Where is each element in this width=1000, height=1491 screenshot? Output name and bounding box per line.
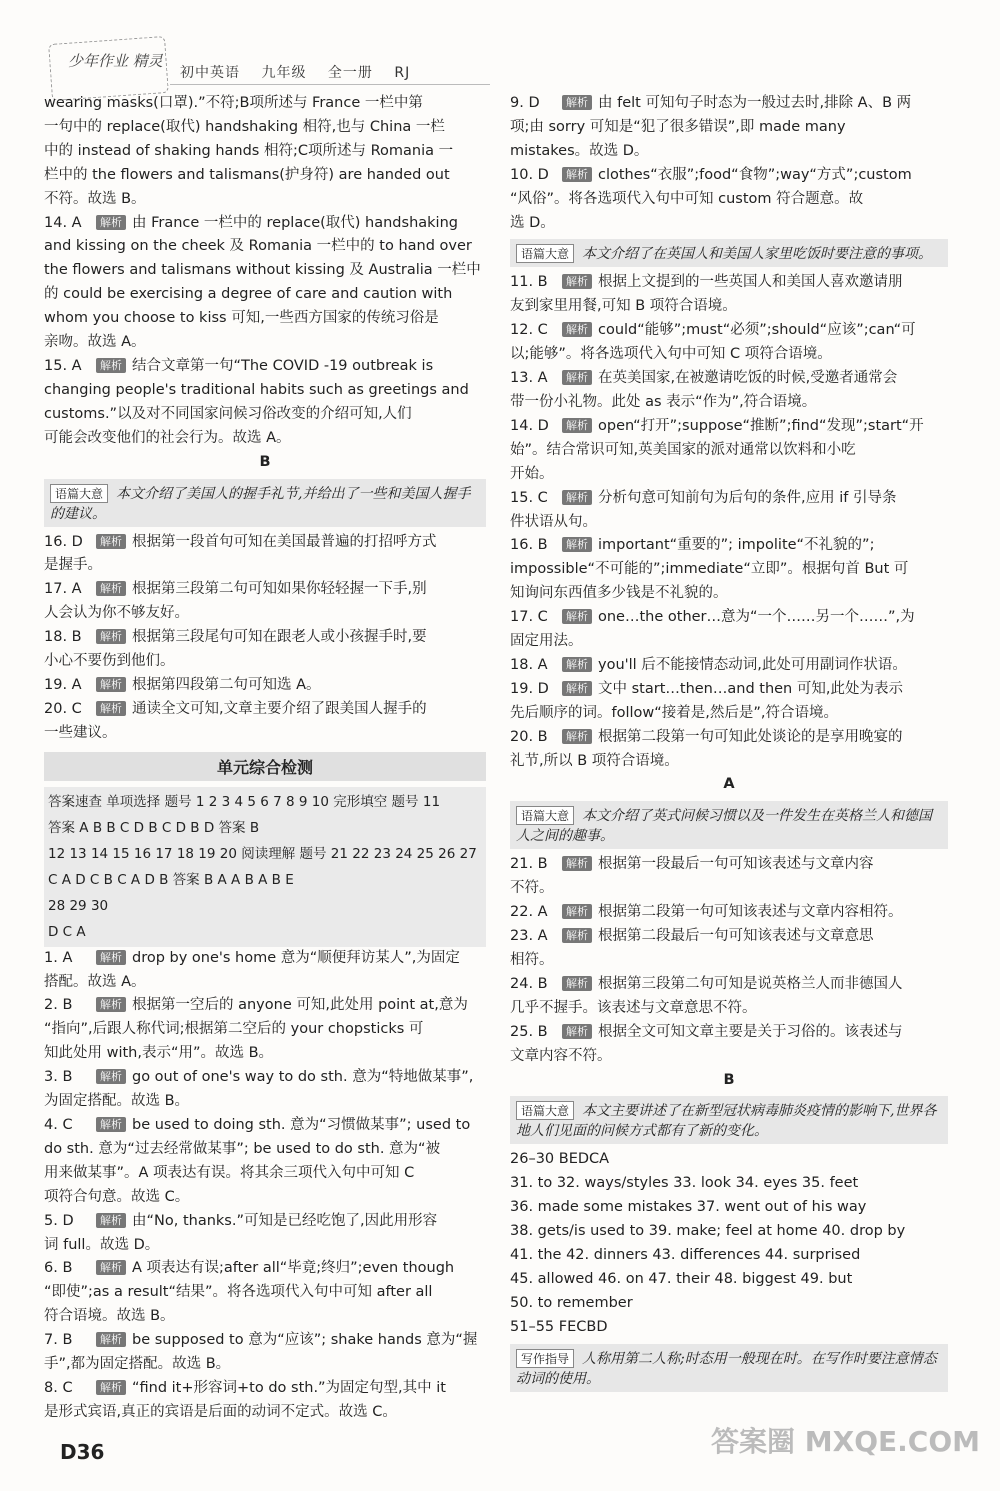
page-header <box>0 0 1000 92</box>
question-number: 15. C <box>510 489 548 506</box>
right-column <box>510 92 948 1396</box>
text-line: 可能会改变他们的社会行为。故选 A。 <box>44 429 291 446</box>
text-line: 人会认为你不够友好。 <box>44 605 189 622</box>
analysis-tag: 解析 <box>96 950 126 965</box>
passage-heading: B <box>723 1071 735 1088</box>
question-number: 22. A <box>510 904 548 921</box>
text-line: 搭配。故选 A。 <box>44 973 146 990</box>
text-line: 带一份小礼物。此处 as 表示“作为”,符合语境。 <box>510 393 817 410</box>
question-number: 16. B <box>510 537 548 554</box>
analysis-tag: 解析 <box>562 418 592 433</box>
summary-text: 本文介绍了英式问候习惯以及一件发生在英格兰人和德国人之间的趣事。 <box>516 808 933 845</box>
left-answers-part1 <box>44 92 486 746</box>
analysis-tag: 解析 <box>562 370 592 385</box>
text-line: 相符。 <box>510 952 554 968</box>
question-number: 2. B <box>44 997 73 1014</box>
answer-explanation <box>562 654 907 678</box>
explanation-text: A 项表达有误;after all“毕竟;终归”;even though <box>132 1260 455 1277</box>
question-number: 1. A <box>44 949 73 966</box>
text-line: 41. the 42. dinners 43. differences 44. surprised <box>510 1247 861 1264</box>
explanation-text: 根据第二段第一句可知该表述与文章内容相符。 <box>598 904 903 921</box>
answer-explanation <box>96 698 427 722</box>
answer-explanation <box>562 678 903 702</box>
left-column <box>44 92 486 1425</box>
text-line: 文章内容不符。 <box>510 1047 612 1064</box>
answer-explanation <box>96 994 468 1018</box>
explanation-text: clothes“衣服”;food“食物”;way“方式”;custom <box>598 166 912 183</box>
analysis-tag: 解析 <box>96 997 126 1012</box>
passage-summary <box>44 479 486 527</box>
answer-explanation <box>562 271 903 295</box>
answer-item <box>44 994 486 1018</box>
answer-grid-row: 12 13 14 15 16 17 18 19 20 阅读理解 题号 21 22 23 24 25 26 27 <box>48 845 477 862</box>
subject: 初中英语 <box>180 65 240 81</box>
answer-item <box>44 674 486 698</box>
summary-text: 本文介绍了在英国人和美国人家里吃饭时要注意的事项。 <box>582 246 933 263</box>
summary-text: 人称用第二人称;时态用一般现在时。在写作时要注意情态动词的使用。 <box>516 1350 937 1387</box>
answer-item <box>44 626 486 650</box>
answer-explanation <box>96 212 458 236</box>
analysis-tag: 解析 <box>562 490 592 505</box>
explanation-text: 根据第三段第二句可知如果你轻轻握一下手,别 <box>132 581 427 598</box>
passage-summary <box>510 239 948 267</box>
question-number: 7. B <box>44 1332 73 1349</box>
text-line: 26–30 BEDCA <box>510 1151 610 1168</box>
answer-item <box>44 212 486 236</box>
question-number: 18. A <box>510 656 548 673</box>
text-line: 符合语境。故选 B。 <box>44 1308 175 1325</box>
answer-explanation <box>562 925 874 949</box>
explanation-text: 根据第一段首句可知在美国最普遍的打招呼方式 <box>132 533 437 550</box>
answer-grid-row: 答案 A B B C D B C D B D 答案 B <box>48 819 260 836</box>
analysis-tag: 解析 <box>562 729 592 744</box>
answer-item <box>44 1210 486 1234</box>
summary-text: 本文主要讲述了在新型冠状病毒肺炎疫情的影响下,世界各地人们见面的问候方式都有了新的变化。 <box>516 1103 937 1140</box>
answer-item <box>510 853 948 877</box>
analysis-tag: 解析 <box>562 167 592 182</box>
answer-explanation <box>562 164 912 188</box>
text-line: 45. allowed 46. on 47. their 48. biggest 49. but <box>510 1270 853 1287</box>
answer-explanation <box>96 674 321 698</box>
answer-explanation <box>96 578 427 602</box>
answer-item <box>510 271 948 295</box>
answer-item <box>510 92 948 116</box>
answer-grid-row: C A D C B C A D B 答案 B A A B A B E <box>48 871 294 888</box>
text-line: 先后顺序的词。follow“接着是,然后是”,符合语境。 <box>510 704 839 721</box>
analysis-tag: 解析 <box>96 581 126 596</box>
summary-label: 语篇大意 <box>516 806 574 825</box>
analysis-tag: 解析 <box>562 657 592 672</box>
analysis-tag: 解析 <box>562 928 592 943</box>
text-line: 开始。 <box>510 465 554 482</box>
answer-explanation <box>96 1329 477 1353</box>
answer-explanation <box>96 1114 470 1138</box>
answer-grid-row: 28 29 30 <box>48 897 109 914</box>
explanation-text: 分析句意可知前句为后句的条件,应用 if 引导条 <box>598 489 897 506</box>
question-number: 20. C <box>44 700 82 717</box>
text-line: 是形式宾语,真正的宾语是后面的动词不定式。故选 C。 <box>44 1403 397 1420</box>
answer-explanation <box>96 1377 446 1401</box>
text-line: impossible“不可能的”;immediate“立即”。根据句首 But 可 <box>510 561 909 578</box>
answer-item <box>510 534 948 558</box>
answer-explanation <box>96 531 437 555</box>
text-line: “即使”;as a result“结果”。将各选项代入句中可知 after all <box>44 1284 433 1301</box>
question-number: 6. B <box>44 1260 73 1277</box>
explanation-text: could“能够”;must“必须”;should“应该”;can“可 <box>598 322 916 339</box>
book-info <box>180 62 426 82</box>
question-number: 19. D <box>510 680 549 697</box>
text-line: 用来做某事”。A 项表达有误。将其余三项代入句中可知 C <box>44 1164 415 1181</box>
analysis-tag: 解析 <box>96 215 126 230</box>
answer-item <box>44 1377 486 1401</box>
passage-summary <box>510 1096 948 1144</box>
explanation-text: 由“No, thanks.”可知是已经吃饱了,因此用形容 <box>132 1212 438 1229</box>
question-number: 5. D <box>44 1212 74 1229</box>
analysis-tag: 解析 <box>96 358 126 373</box>
answer-explanation <box>562 606 915 630</box>
explanation-text: 根据第一段最后一句可知该表述与文章内容 <box>598 856 874 873</box>
analysis-tag: 解析 <box>96 1117 126 1132</box>
text-line: 50. to remember <box>510 1294 633 1311</box>
answer-explanation <box>562 534 874 558</box>
answer-explanation <box>96 1257 454 1281</box>
question-number: 12. C <box>510 322 548 339</box>
text-line: 为固定搭配。故选 B。 <box>44 1093 190 1110</box>
text-line: 栏中的 the flowers and talismans(护身符) are handed out <box>44 166 450 183</box>
answer-item <box>510 654 948 678</box>
text-line: 手”,都为固定搭配。故选 B。 <box>44 1356 231 1373</box>
answer-item <box>44 698 486 722</box>
text-line: mistakes。故选 D。 <box>510 142 649 159</box>
question-number: 11. B <box>510 274 548 291</box>
text-line: changing people's traditional habits such as greetings and <box>44 381 469 398</box>
explanation-text: you'll 后不能接情态动词,此处可用副词作状语。 <box>598 656 907 673</box>
answer-item <box>510 319 948 343</box>
explanation-text: go out of one's way to do sth. 意为“特地做某事”, <box>132 1069 474 1086</box>
text-line: 31. to 32. ways/styles 33. look 34. eyes 35. feet <box>510 1175 859 1192</box>
text-line: 词 full。故选 D。 <box>44 1236 160 1253</box>
explanation-text: 根据第二段第一句可知此处谈论的是享用晚宴的 <box>598 728 903 745</box>
answer-item <box>510 487 948 511</box>
answer-explanation <box>96 626 427 650</box>
explanation-text: 由 France 一栏中的 replace(取代) handshaking <box>132 214 458 231</box>
analysis-tag: 解析 <box>562 856 592 871</box>
analysis-tag: 解析 <box>96 1380 126 1395</box>
answer-item <box>510 901 948 925</box>
analysis-tag: 解析 <box>96 1069 126 1084</box>
answer-item <box>510 606 948 630</box>
text-line: do sth. 意为“过去经常做某事”; be used to do sth. 意为“被 <box>44 1140 441 1157</box>
answer-explanation <box>562 367 897 391</box>
left-answers-part2 <box>44 947 486 1425</box>
text-line: 中的 instead of shaking hands 相符;C项所述与 Romania 一 <box>44 142 454 159</box>
analysis-tag: 解析 <box>96 1332 126 1347</box>
text-line: wearing masks(口罩).”不符;B项所述与 France 一栏中第 <box>44 95 423 111</box>
answer-grid <box>44 787 486 947</box>
question-number: 14. D <box>510 417 549 434</box>
explanation-text: 根据第三段第二句可知是说英格兰人而非德国人 <box>598 975 903 992</box>
watermark: 答案圈 MXQE.COM <box>711 1425 980 1458</box>
analysis-tag: 解析 <box>562 274 592 289</box>
answer-explanation <box>562 1021 903 1045</box>
answer-explanation <box>562 487 896 511</box>
answer-item <box>44 531 486 555</box>
explanation-text: important“重要的”; impolite“不礼貌的”; <box>598 537 875 554</box>
text-line: 项;由 sorry 可知是“犯了很多错误”,即 made many <box>510 118 846 135</box>
passage-summary <box>510 1344 948 1392</box>
answer-item <box>44 1329 486 1353</box>
question-number: 17. A <box>44 581 82 598</box>
analysis-tag: 解析 <box>562 322 592 337</box>
text-line: customs.”以及对不同国家问候习俗改变的介绍可知,人们 <box>44 405 412 422</box>
grade: 九年级 <box>261 65 307 81</box>
text-line: 小心不要伤到他们。 <box>44 653 175 670</box>
text-line: 知询问东西值多少钱是不礼貌的。 <box>510 585 728 602</box>
text-line: “指向”,后跟人称代词;根据第二空后的 your chopsticks 可 <box>44 1021 424 1038</box>
answer-item <box>510 726 948 750</box>
question-number: 4. C <box>44 1117 73 1133</box>
text-line: 知此处用 with,表示“用”。故选 B。 <box>44 1045 274 1062</box>
question-number: 24. B <box>510 975 548 992</box>
explanation-text: 结合文章第一句“The COVID -19 outbreak is <box>132 357 434 374</box>
section-title: 单元综合检测 <box>44 752 486 781</box>
analysis-tag: 解析 <box>562 681 592 696</box>
summary-label: 语篇大意 <box>516 1101 574 1120</box>
text-line: 选 D。 <box>510 214 555 231</box>
question-number: 9. D <box>510 95 540 111</box>
text-line: 件状语从句。 <box>510 513 597 530</box>
explanation-text: 文中 start…then…and then 可知,此处为表示 <box>598 680 903 697</box>
text-line: the flowers and talismans without kissing 及 Australia 一栏中 <box>44 262 481 279</box>
explanation-text: be supposed to 意为“应该”; shake hands 意为“握 <box>132 1332 478 1349</box>
analysis-tag: 解析 <box>96 1213 126 1228</box>
summary-label: 写作指导 <box>516 1349 574 1368</box>
question-number: 23. A <box>510 928 548 945</box>
explanation-text: 根据第三段尾句可知在跟老人或小孩握手时,要 <box>132 629 427 646</box>
explanation-text: 根据第二段最后一句可知该表述与文章意思 <box>598 928 874 945</box>
analysis-tag: 解析 <box>96 629 126 644</box>
answer-explanation <box>96 947 460 971</box>
passage-summary <box>510 801 948 849</box>
passage-heading: B <box>259 453 271 470</box>
answer-item <box>44 1114 486 1138</box>
explanation-text: open“打开”;suppose“推断”;find“发现”;start“开 <box>598 417 924 434</box>
question-number: 17. C <box>510 609 548 626</box>
analysis-tag: 解析 <box>96 701 126 716</box>
answer-explanation <box>562 901 903 925</box>
question-number: 15. A <box>44 357 82 374</box>
question-number: 16. D <box>44 533 83 550</box>
answer-item <box>44 578 486 602</box>
answer-item <box>44 1066 486 1090</box>
text-line: “风俗”。将各选项代入句中可知 custom 符合题意。故 <box>510 190 864 207</box>
question-number: 8. C <box>44 1379 73 1396</box>
answer-item <box>44 1257 486 1281</box>
text-line: 51–55 FECBD <box>510 1318 608 1335</box>
edition: RJ <box>394 65 411 81</box>
explanation-text: 通读全文可知,文章主要介绍了跟美国人握手的 <box>132 700 427 717</box>
answer-item <box>510 415 948 439</box>
text-line: 38. gets/is used to 39. make; feel at home 40. drop by <box>510 1223 906 1240</box>
answer-explanation <box>562 415 924 439</box>
summary-label: 语篇大意 <box>516 244 574 263</box>
answer-item <box>510 925 948 949</box>
text-line: 几乎不握手。该表述与文章意思不符。 <box>510 999 757 1016</box>
answer-explanation <box>562 319 916 343</box>
question-number: 21. B <box>510 856 548 873</box>
answer-grid-row: D C A <box>48 923 86 940</box>
answer-explanation <box>562 853 874 877</box>
explanation-text: 在英美国家,在被邀请吃饭的时候,受邀者通常会 <box>598 370 898 387</box>
question-number: 19. A <box>44 676 82 693</box>
text-line: 友到家里用餐,可知 B 项符合语境。 <box>510 298 737 315</box>
analysis-tag: 解析 <box>562 1024 592 1039</box>
passage-heading: A <box>723 776 735 793</box>
text-line: 36. made some mistakes 37. went out of his way <box>510 1199 867 1216</box>
answer-item <box>510 973 948 997</box>
analysis-tag: 解析 <box>96 534 126 549</box>
text-line: 一些建议。 <box>44 724 117 741</box>
answer-explanation <box>562 92 911 116</box>
page-number: D36 <box>60 1440 105 1464</box>
explanation-text: 根据全文可知文章主要是关于习俗的。该表述与 <box>598 1023 903 1040</box>
question-number: 13. A <box>510 370 548 387</box>
analysis-tag: 解析 <box>562 95 592 110</box>
analysis-tag: 解析 <box>562 609 592 624</box>
question-number: 20. B <box>510 728 548 745</box>
answer-item <box>510 1021 948 1045</box>
text-line: 是握手。 <box>44 557 102 574</box>
text-line: 始”。结合常识可知,英美国家的派对通常以饮料和小吃 <box>510 441 856 458</box>
text-line: 项符合句意。故选 C。 <box>44 1188 190 1205</box>
answer-item <box>44 355 486 379</box>
text-line: 不符。 <box>510 880 554 897</box>
answer-explanation <box>96 355 433 379</box>
answer-explanation <box>562 973 903 997</box>
summary-text: 本文介绍了美国人的握手礼节,并给出了一些和美国人握手的建议。 <box>50 485 471 522</box>
text-line: 不符。故选 B。 <box>44 190 146 207</box>
answer-item <box>510 164 948 188</box>
text-line: 以;能够”。将各选项代入句中可知 C 项符合语境。 <box>510 346 832 363</box>
text-line: and kissing on the cheek 及 Romania 一栏中的 to hand over <box>44 238 472 255</box>
explanation-text: 根据第四段第二句可知选 A。 <box>132 676 321 693</box>
explanation-text: drop by one's home 意为“顺便拜访某人”,为固定 <box>132 949 460 966</box>
answer-explanation <box>562 726 903 750</box>
answer-item <box>510 678 948 702</box>
analysis-tag: 解析 <box>562 904 592 919</box>
explanation-text: be used to doing sth. 意为“习惯做某事”; used to <box>132 1117 471 1133</box>
header-divider <box>170 84 490 85</box>
question-number: 10. D <box>510 166 549 183</box>
text-line: 礼节,所以 B 项符合语境。 <box>510 752 679 769</box>
analysis-tag: 解析 <box>562 976 592 991</box>
volume: 全一册 <box>327 65 373 81</box>
text-line: 一句中的 replace(取代) handshaking 相符,也与 China 一栏 <box>44 118 445 135</box>
answer-item <box>510 367 948 391</box>
explanation-text: one…the other…意为“一个……另一个……”,为 <box>598 609 915 626</box>
analysis-tag: 解析 <box>562 537 592 552</box>
text-line: 的 could be exercising a degree of care and caution with <box>44 286 453 303</box>
summary-label: 语篇大意 <box>50 484 108 503</box>
answer-item <box>44 947 486 971</box>
text-line: 固定用法。 <box>510 633 583 650</box>
explanation-text: 根据第一空后的 anyone 可知,此处用 point at,意为 <box>132 997 468 1014</box>
question-number: 3. B <box>44 1069 73 1086</box>
text-line: 亲吻。故选 A。 <box>44 334 146 351</box>
answer-explanation <box>96 1210 437 1234</box>
explanation-text: “find it+形容词+to do sth.”为固定句型,其中 it <box>132 1379 446 1396</box>
text-line: whom you choose to kiss 可知,一些西方国家的传统习俗是 <box>44 310 439 327</box>
right-answers <box>510 92 948 1392</box>
answer-grid-row: 答案速查 单项选择 题号 1 2 3 4 5 6 7 8 9 10 完形填空 题号 11 <box>48 793 441 810</box>
explanation-text: 根据上文提到的一些英国人和美国人喜欢邀请朋 <box>598 274 903 291</box>
question-number: 14. A <box>44 214 82 231</box>
answer-explanation <box>96 1066 473 1090</box>
question-number: 18. B <box>44 629 82 646</box>
question-number: 25. B <box>510 1023 548 1040</box>
brand-logo-text: 少年作业 精灵 <box>68 52 163 70</box>
analysis-tag: 解析 <box>96 677 126 692</box>
explanation-text: 由 felt 可知句子时态为一般过去时,排除 A、B 两 <box>598 95 912 111</box>
analysis-tag: 解析 <box>96 1260 126 1275</box>
